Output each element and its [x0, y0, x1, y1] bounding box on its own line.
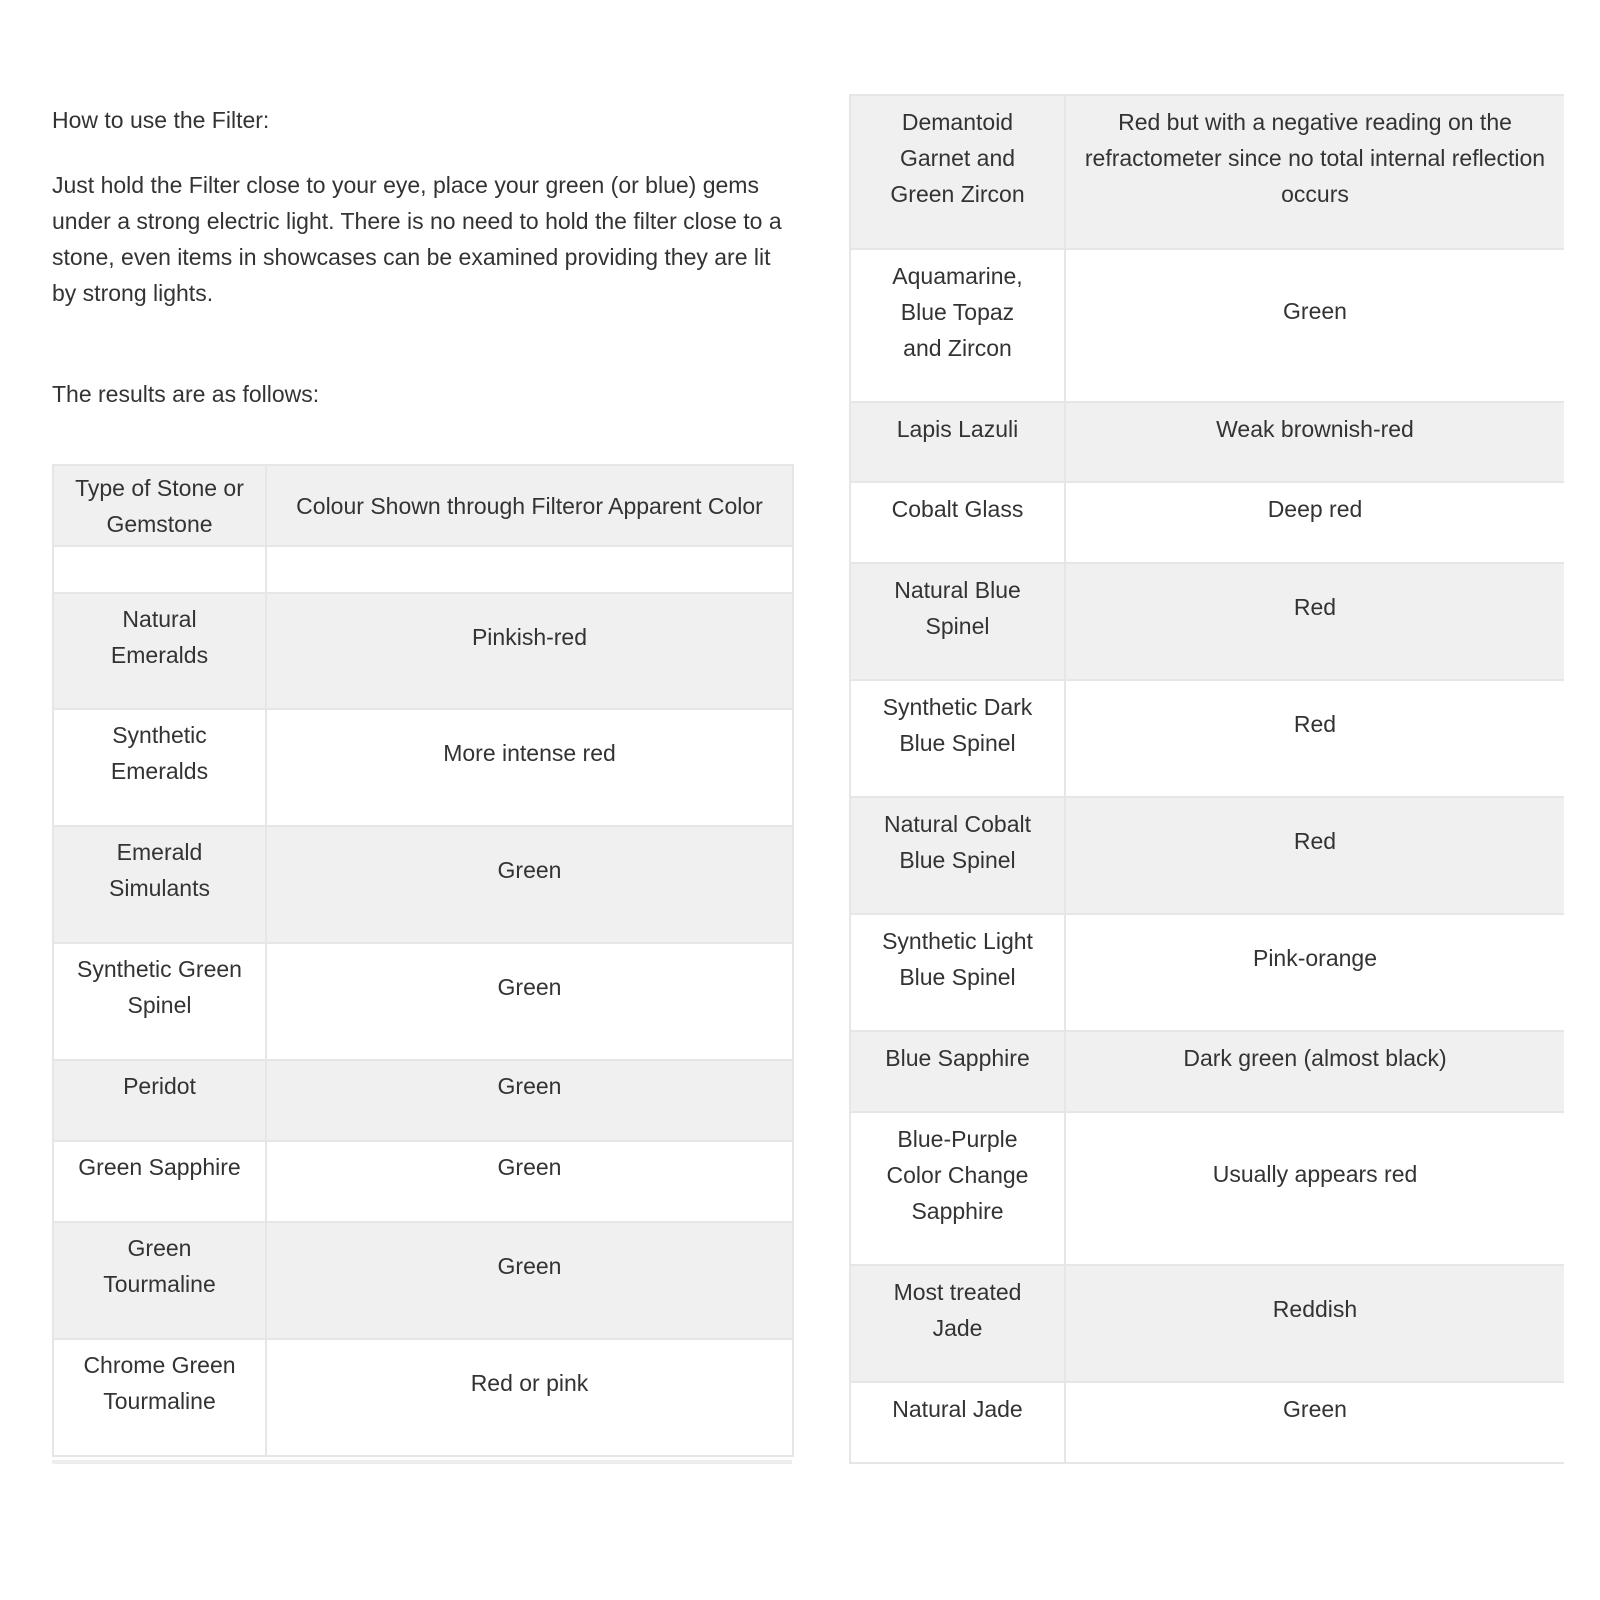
table-row [850, 249, 1564, 402]
colour-cell: Green [266, 1141, 793, 1222]
stone-cell: Cobalt Glass [850, 482, 1065, 563]
colour-cell: Red [1065, 680, 1564, 797]
colour-cell: Red [1065, 563, 1564, 680]
table-row [850, 797, 1564, 914]
stone-cell: Synthetic Green Spinel [53, 943, 266, 1060]
stone-cell: Lapis Lazuli [850, 402, 1065, 482]
header-stone-type: Type of Stone or Gemstone [53, 465, 266, 546]
table-row [53, 546, 793, 593]
stone-cell: Blue Sapphire [850, 1031, 1065, 1112]
stone-cell [53, 546, 266, 593]
stone-cell: Synthetic Emeralds [53, 709, 266, 826]
stone-cell: Natural Emeralds [53, 593, 266, 709]
colour-cell: Red or pink [266, 1339, 793, 1456]
colour-cell: Reddish [1065, 1265, 1564, 1382]
table-row [850, 1031, 1564, 1112]
intro-heading: How to use the Filter: [52, 107, 270, 133]
colour-cell: Deep red [1065, 482, 1564, 563]
stone-cell: Peridot [53, 1060, 266, 1141]
colour-cell: Green [266, 943, 793, 1060]
stone-cell: Emerald Simulants [53, 826, 266, 943]
table-row [850, 402, 1564, 482]
colour-cell: Red [1065, 797, 1564, 914]
table-row [53, 1141, 793, 1222]
stone-cell: Natural Cobalt Blue Spinel [850, 797, 1065, 914]
colour-cell: Green [1065, 1382, 1564, 1463]
table-row [850, 914, 1564, 1031]
table-row [53, 943, 793, 1060]
results-caption: The results are as follows: [52, 381, 320, 407]
table-row [53, 1222, 793, 1339]
stone-cell: Green Sapphire [53, 1141, 266, 1222]
table-row [53, 826, 793, 943]
filter-results-table-left [52, 464, 794, 1457]
intro-paragraph: Just hold the Filter close to your eye, place your green (or blue) gems under a strong electric light. There is no need to hold the filter close to a stone, even items in showcases can be examined providing they are lit by strong lights. [52, 172, 782, 306]
table-row [850, 680, 1564, 797]
header-filter-colour: Colour Shown through Filteror Apparent Color [266, 465, 793, 546]
stone-cell: Natural Jade [850, 1382, 1065, 1463]
stone-cell: Synthetic Light Blue Spinel [850, 914, 1065, 1031]
colour-cell: Green [1065, 249, 1564, 402]
filter-results-table-right [849, 94, 1564, 1464]
colour-cell: Dark green (almost black) [1065, 1031, 1564, 1112]
table-row [53, 1339, 793, 1456]
stone-cell: Most treated Jade [850, 1265, 1065, 1382]
table-row [850, 482, 1564, 563]
stone-cell: Chrome Green Tourmaline [53, 1339, 266, 1456]
colour-cell: More intense red [266, 709, 793, 826]
colour-cell: Weak brownish-red [1065, 402, 1564, 482]
colour-cell: Pink-orange [1065, 914, 1564, 1031]
table-row [850, 1265, 1564, 1382]
colour-cell: Green [266, 1060, 793, 1141]
table-row [850, 95, 1564, 249]
stone-cell: Aquamarine, Blue Topaz and Zircon [850, 249, 1065, 402]
table-row [850, 563, 1564, 680]
colour-cell: Red but with a negative reading on the refractometer since no total internal reflection occurs [1065, 95, 1564, 249]
table-row [850, 1382, 1564, 1463]
colour-cell: Green [266, 826, 793, 943]
intro-section [52, 102, 787, 412]
colour-cell: Pinkish-red [266, 593, 793, 709]
colour-cell [266, 546, 793, 593]
stone-cell: Natural Blue Spinel [850, 563, 1065, 680]
table-row [850, 1112, 1564, 1265]
table-row [53, 709, 793, 826]
table-bottom-divider [52, 1460, 792, 1464]
colour-cell: Green [266, 1222, 793, 1339]
table-row [53, 1060, 793, 1141]
table-header-row [53, 465, 793, 546]
table-row [53, 593, 793, 709]
stone-cell: Demantoid Garnet and Green Zircon [850, 95, 1065, 249]
stone-cell: Synthetic Dark Blue Spinel [850, 680, 1065, 797]
colour-cell: Usually appears red [1065, 1112, 1564, 1265]
stone-cell: Blue-Purple Color Change Sapphire [850, 1112, 1065, 1265]
stone-cell: Green Tourmaline [53, 1222, 266, 1339]
